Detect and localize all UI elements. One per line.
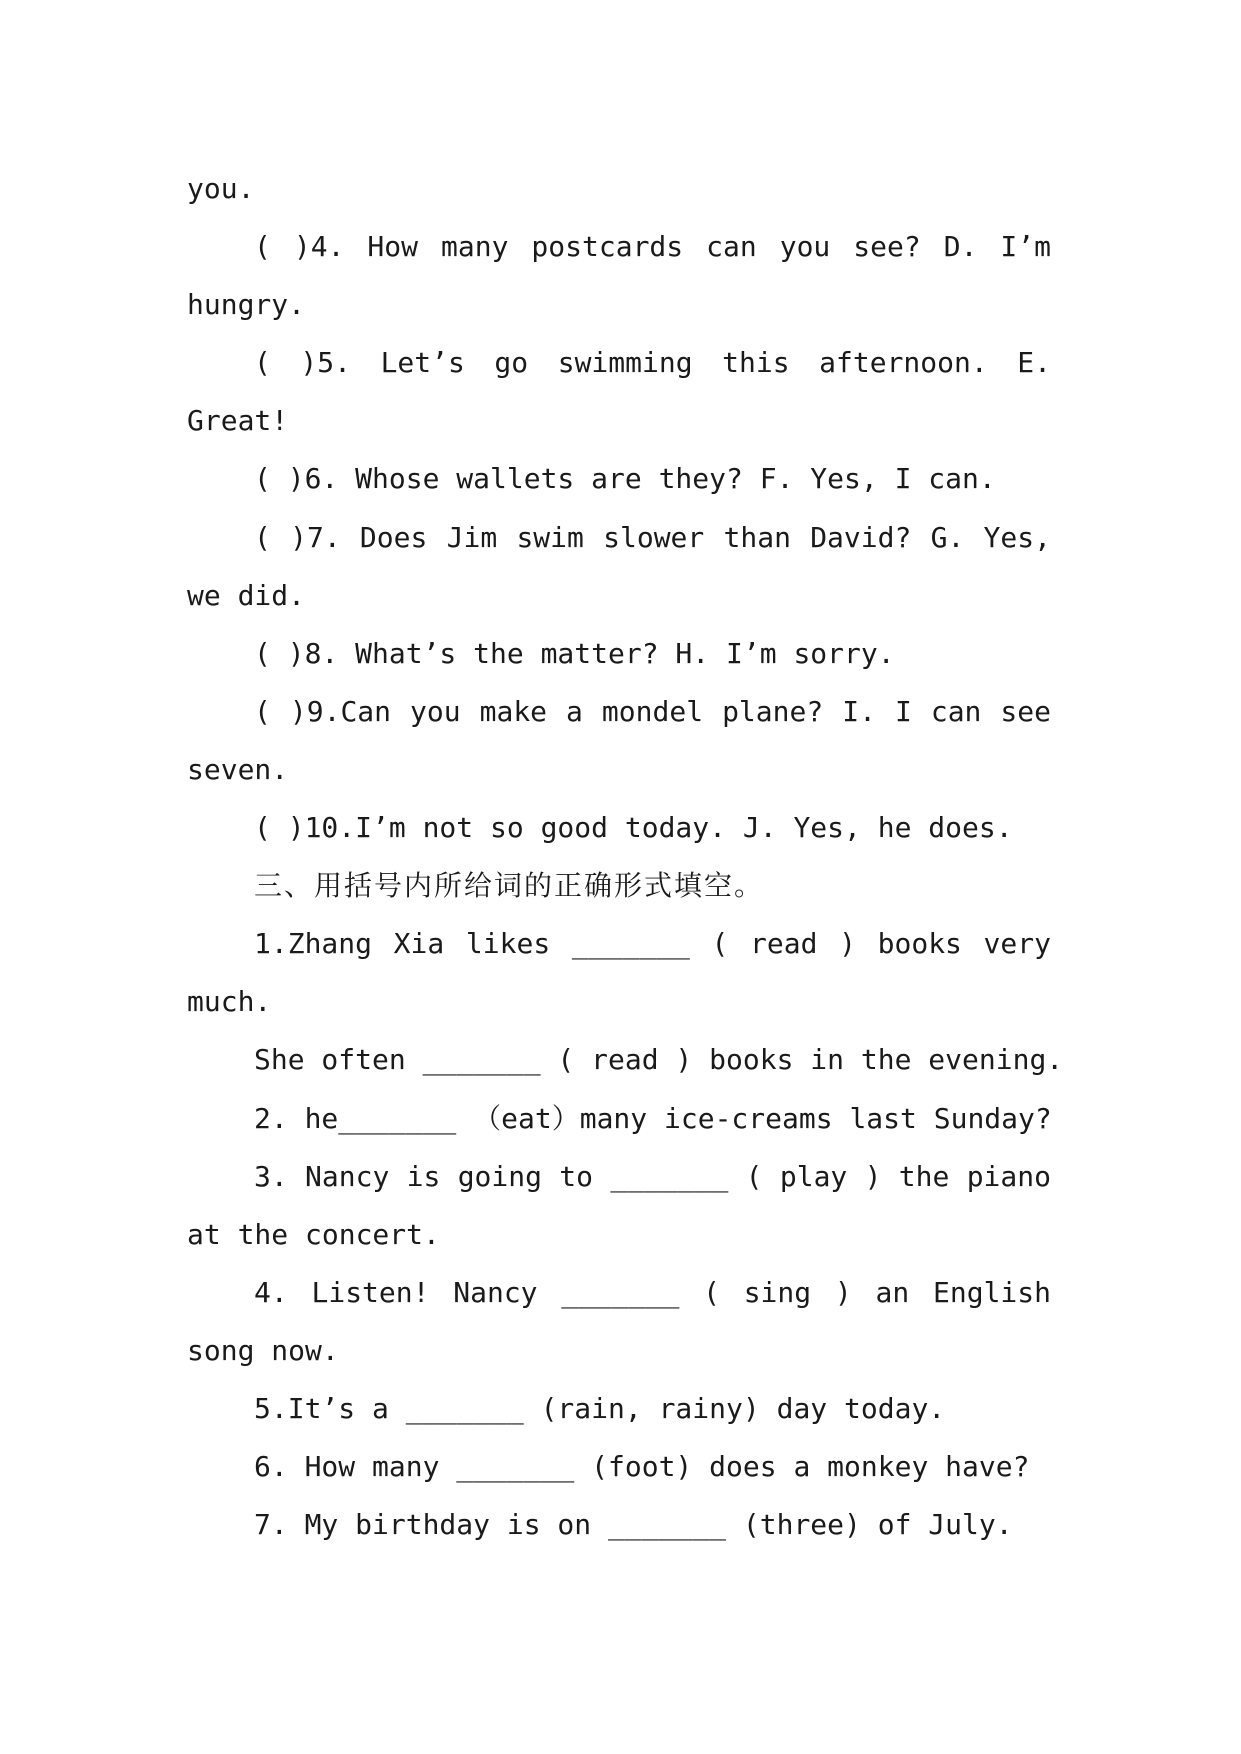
match-item-5: ( )5. Let’s go swimming this afternoon. E.: [254, 346, 1051, 380]
match-item-7: ( )7. Does Jim swim slower than David? G. Yes,: [254, 520, 1051, 554]
fill-item-4: 4. Listen! Nancy _______ ( sing ) an English: [254, 1275, 1051, 1309]
fill-item-3: 3. Nancy is going to _______ ( play ) the piano: [254, 1159, 1051, 1193]
fill-item-2: 2. he_______ （eat）many ice-creams last Sunday?: [254, 1101, 1052, 1135]
section-heading: 三、用括号内所给词的正确形式填空。: [254, 869, 765, 903]
text-line: we did.: [187, 578, 306, 612]
text-line: Great!: [187, 404, 289, 438]
text-line: much.: [187, 985, 272, 1019]
fill-item-6: 6. How many _______ (foot) does a monkey have?: [254, 1450, 1030, 1484]
text-line: seven.: [187, 752, 289, 786]
text-line: hungry.: [187, 288, 306, 322]
match-item-10: ( )10.I’m not so good today. J. Yes, he does.: [254, 811, 1013, 845]
text-line: at the concert.: [187, 1217, 440, 1251]
fill-item-5: 5.It’s a _______ (rain, rainy) day today.: [254, 1391, 946, 1425]
fill-item-1b: She often _______ ( read ) books in the evening.: [254, 1043, 1064, 1077]
text-line: you.: [187, 172, 255, 205]
fill-item-1: 1.Zhang Xia likes _______ ( read ) books very: [254, 927, 1051, 961]
text-line: song now.: [187, 1333, 339, 1367]
fill-item-7: 7. My birthday is on _______ (three) of July.: [254, 1508, 1013, 1542]
match-item-8: ( )8. What’s the matter? H. I’m sorry.: [254, 636, 895, 670]
match-item-9: ( )9.Can you make a mondel plane? I. I can see: [254, 694, 1051, 728]
document-body: [0, 160, 1241, 1554]
match-item-6: ( )6. Whose wallets are they? F. Yes, I can.: [254, 462, 996, 496]
match-item-4: ( )4. How many postcards can you see? D. I’m: [254, 230, 1051, 264]
